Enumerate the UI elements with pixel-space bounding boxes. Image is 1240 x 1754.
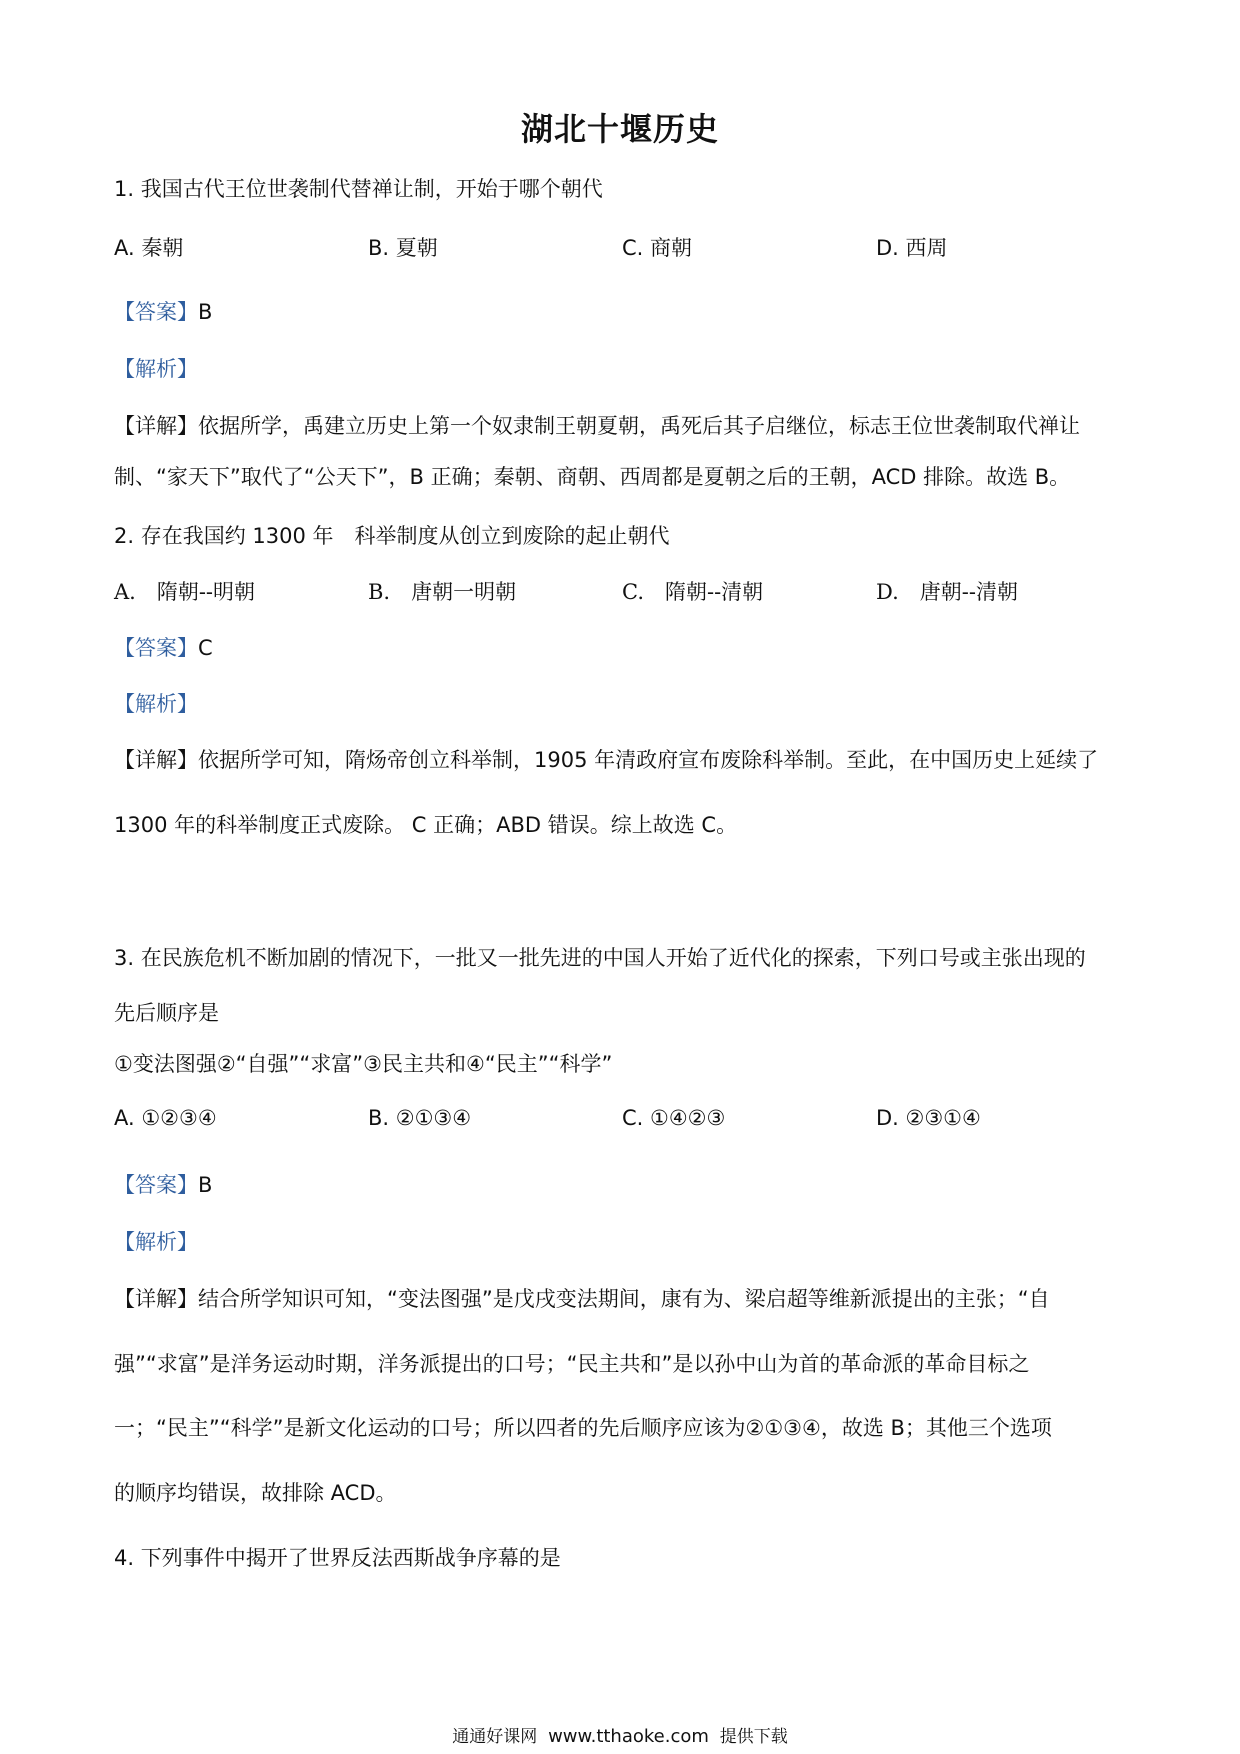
q2-option-b[interactable]: B. 唐朝一明朝	[368, 580, 517, 604]
q1-answer-value: B	[198, 300, 213, 324]
q1-detail-line1	[114, 411, 1134, 441]
q3-detail-label: 【详解】	[114, 1287, 198, 1311]
q2-detail-line1	[114, 745, 1134, 775]
q2-detail-label: 【详解】	[114, 748, 198, 772]
q1-detail-line2: 制、“家天下”取代了“公天下”，B 正确；秦朝、商朝、西周都是夏朝之后的王朝，ACD 排除。故选 B。	[114, 465, 1071, 489]
q1-answer	[114, 297, 1134, 327]
page-footer	[0, 1722, 1240, 1747]
q4-question: 4. 下列事件中揭开了世界反法西斯战争序幕的是	[114, 1546, 561, 1570]
q1-question: 1. 我国古代王位世袭制代替禅让制，开始于哪个朝代	[114, 177, 603, 201]
q2-answer	[114, 633, 1134, 663]
q3-question-line1: 3. 在民族危机不断加剧的情况下，一批又一批先进的中国人开始了近代化的探索，下列口号或主张出现的	[114, 946, 1086, 970]
q1-options	[114, 232, 1134, 264]
q3-question-line2: 先后顺序是	[114, 1001, 219, 1025]
footer-site-name: 通通好课网	[452, 1727, 538, 1747]
footer-suffix: 提供下载	[719, 1727, 788, 1747]
q3-option-d[interactable]: D. ②③①④	[876, 1106, 981, 1130]
q3-answer-label: 【答案】	[114, 1173, 198, 1197]
q3-detail-line2: 强”“求富”是洋务运动时期，洋务派提出的口号；“民主共和”是以孙中山为首的革命派的革命目标之	[114, 1352, 1030, 1376]
q3-options	[114, 1106, 1134, 1138]
q3-answer-value: B	[198, 1173, 213, 1197]
q1-detail-label: 【详解】	[114, 414, 198, 438]
q3-detail-line4: 的顺序均错误，故排除 ACD。	[114, 1481, 397, 1505]
q3-option-b[interactable]: B. ②①③④	[368, 1106, 472, 1130]
q1-detail-text1: 依据所学，禹建立历史上第一个奴隶制王朝夏朝，禹死后其子启继位，标志王位世袭制取代禅让	[198, 414, 1080, 438]
q2-option-c[interactable]: C. 隋朝--清朝	[622, 580, 764, 604]
q3-answer	[114, 1170, 1134, 1200]
q3-detail-line1	[114, 1284, 1134, 1314]
q2-option-d[interactable]: D. 唐朝--清朝	[876, 580, 1018, 604]
q1-option-a[interactable]: A. 秦朝	[114, 236, 184, 260]
q2-options	[114, 576, 1134, 608]
q3-detail-line3: 一；“民主”“科学”是新文化运动的口号；所以四者的先后顺序应该为②①③④，故选 B；其他三个选项	[114, 1416, 1052, 1440]
q1-option-d[interactable]: D. 西周	[876, 236, 948, 260]
q3-analysis-label: 【解析】	[114, 1230, 198, 1254]
q3-option-c[interactable]: C. ①④②③	[622, 1106, 726, 1130]
q2-detail-line2: 1300 年的科举制度正式废除。 C 正确；ABD 错误。综上故选 C。	[114, 813, 738, 837]
q1-option-c[interactable]: C. 商朝	[622, 236, 693, 260]
q3-option-a[interactable]: A. ①②③④	[114, 1106, 217, 1130]
q2-analysis-label: 【解析】	[114, 692, 198, 716]
q1-answer-label: 【答案】	[114, 300, 198, 324]
page-title: 湖北十堰历史	[520, 110, 719, 148]
q2-option-a[interactable]: A. 隋朝--明朝	[114, 580, 256, 604]
q2-answer-label: 【答案】	[114, 636, 198, 660]
footer-url[interactable]: www.tthaoke.com	[548, 1726, 709, 1747]
q3-statements: ①变法图强②“自强”“求富”③民主共和④“民主”“科学”	[114, 1052, 613, 1076]
q2-answer-value: C	[198, 636, 213, 660]
q2-question: 2. 存在我国约 1300 年 科举制度从创立到废除的起止朝代	[114, 524, 670, 548]
q1-option-b[interactable]: B. 夏朝	[368, 236, 438, 260]
q3-detail-text1: 结合所学知识可知，“变法图强”是戊戌变法期间，康有为、梁启超等维新派提出的主张；“自	[198, 1287, 1050, 1311]
q2-detail-text1: 依据所学可知，隋炀帝创立科举制，1905 年清政府宣布废除科举制。至此，在中国历史上延续了	[198, 748, 1099, 772]
q1-analysis-label: 【解析】	[114, 357, 198, 381]
